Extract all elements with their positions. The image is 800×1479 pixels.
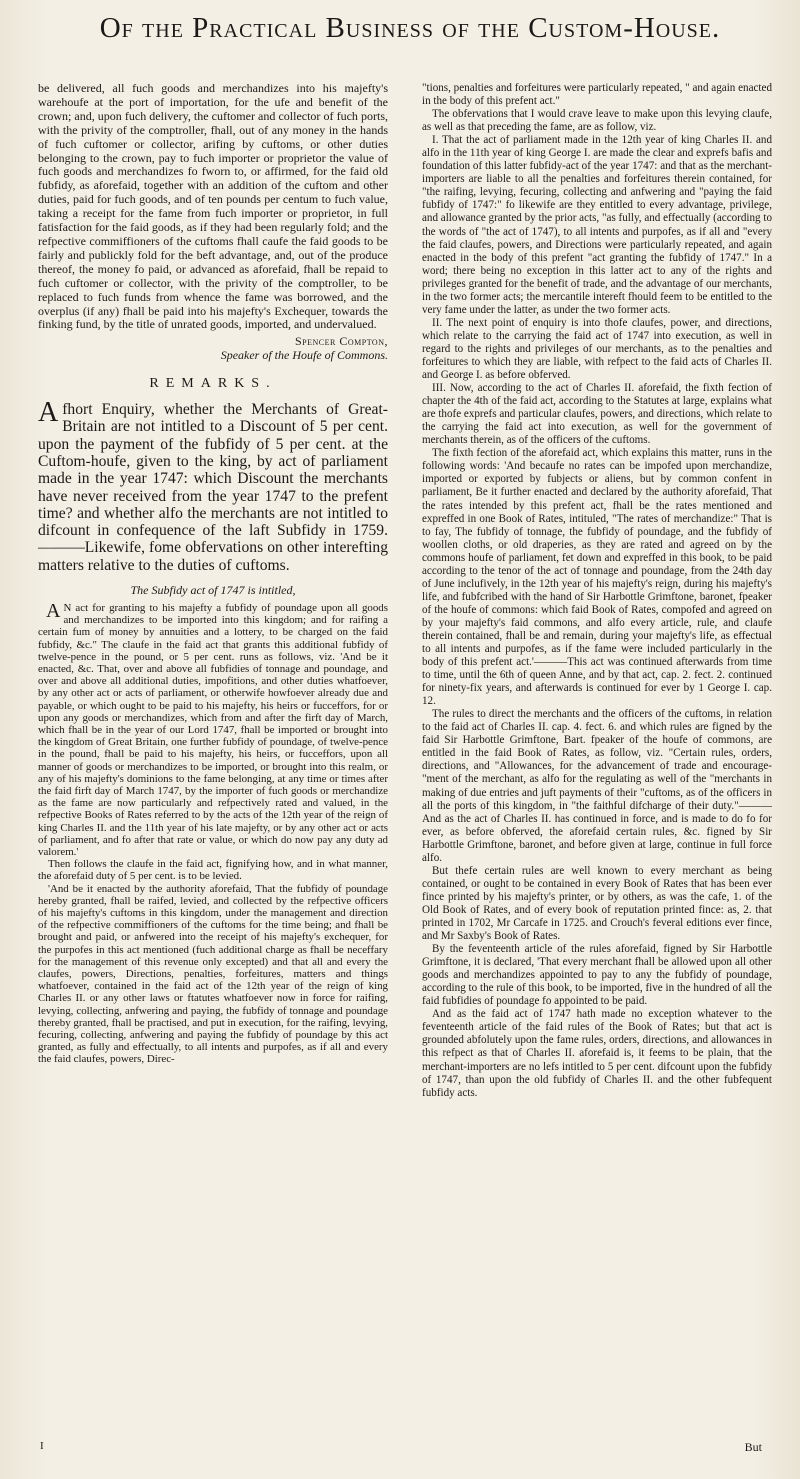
- lead-paragraph: [38, 397, 388, 574]
- quote-drop-cap: A: [46, 599, 61, 622]
- remarks-heading: REMARKS.: [149, 376, 277, 392]
- quote-text-3: 'And be it enacted by the authority aforefaid, That the fubfidy of poundage hereby granted, fhall be raifed, levied, and collected by the refpective officers of his majefty's cuftoms in this kingdom, under the management and direction of the refpective commiffioners of the cuftoms for the time being; and fhall be brought and paid, or anfwered into the receipt of his majefty's exchequer, for the purpofes in this act mentioned (fuch additional charge as fhall be neceffary for the management of this revenue only excepted) and that all and every the claufes, powers, Directions, penalties, forfeitures, matters and things whatfoever, contained in the faid act of the 12th year of the reign of king Charles II. or any other laws or ftatutes whatfoever now in force for raifing, levying, collecting, anfwering and paying, the fubfidy of tonnage and poundage thereby granted, fhall be practised, and put in execution, for the raifing, levying, fecuring, collecting, anfwering and paying the fubfidy of poundage by this act granted, as fully and effectually, to all intents and purpofes, as if all and every the faid claufes, powers, Direc-: [38, 882, 388, 1066]
- right-para-10: And as the faid act of 1747 hath made no exception whatever to the feventeenth article of the faid rules of the Book of Rates; but that act is grounded abfolutely upon the fame rules, orders, directions, and allowances in this refpect as that of Charles II. aforefaid is, it feems to be plain, that the merchant-importers are no lefs intitled to 5 per cent. difcount upon the fubfidy of 1747, than upon the old fubfidy of Charles II. and the other fubfequent fubfidy acts.: [422, 1008, 772, 1099]
- right-para-6: The fixth fection of the aforefaid act, which explains this matter, runs in the following words: 'And becaufe no rates can be impofed upon merchandize, imported or exported by fubjects or aliens, but by common confent in parliament, Be it further enacted and declared by the authority aforefaid, That the rates intended by this prefent act, fhall be the rates mentioned and expreffed in one Book of Rates, intituled, "The rates of merchandize:" That is to fay, The fubfidy of tonnage, the fubfidy of poundage, and the fubfidy of woollen cloths, or old draperies, as they are rated and agreed on by the commons houfe of parliament, fet down and expreffed in this book, to be paid according to the tenor of the act of tonnage and poundage, from the 24th day of June inclufively, in the 12th year of his majefty's reign, during his majefty's life, and fubfcribed with the hand of Sir Harbottle Grimftone, baronet, fpeaker of the houfe of commons: which faid Book of Rates, compofed and agreed on by your majefty's faid commons, and alfo every article, rule, and claufe therein contained, fhall be and remain, during your majefty's life, as effectual to all intents and purpofes, as if the fame were included particularly in the body of this prefent act.'———This act was continued afterwards from time to time, until the 6th of queen Anne, and by that act, cap. 2. fect. 2. continued for ninety-fix years, and afterwards is continued for ever by 1 George I. cap. 12.: [422, 447, 772, 708]
- quote-text-2: Then follows the claufe in the faid act, fignifying how, and in what manner, the aforefaid duty of 5 per cent. is to be levied.: [38, 858, 388, 883]
- signature: Spencer Compton,: [295, 334, 388, 349]
- drop-cap: A: [38, 397, 59, 429]
- running-head: Of the Practical Business of the Custom-House.: [99, 12, 721, 44]
- right-para-3: I. That the act of parliament made in the 12th year of king Charles II. and alfo in the 11th year of king George I. are made the clear and exprefs bafis and foundation of this latter fubfidy-act of the year 1747: and that as the merchant-importers are liable to all the penalties and forfeitures therein contained, for "the raifing, levying, fecuring, collecting and anfwering and "paying the faid fubfidy of 1747:" fo likewife are they entitled to every advantage, privilege, and allowance granted by the prior acts, "as fully, and effectually (according to the words of "the act of 1747), to all intents and purpofes, as if all and "every the faid claufes, powers, and Directions were particularly repeated, and again enacted in the body of this prefent "act granting the fubfidy of 1747." In a word; there being no exception in this latter act to any of the rights and privileges granted for the benefit of trade, and the advantage of our merchants, in the two former acts; the mercantile intereft fhould feem to be entitled to the very fame under the latter, as under the two former acts.: [422, 134, 772, 316]
- right-para-8: But thefe certain rules are well known to every merchant as being contained, or ought to be contained in every Book of Rates that has been ever fince printed by his majefty's printer, or by others, as was the cafe, 1. of the Old Book of Rates, and of every book of reputation printed fince: as, 2. that printed in 1702, Mr Carcafe in 1725. and Crouch's feveral editions ever fince, and Mr Saxby's Book of Rates.: [422, 864, 772, 943]
- right-para-2: The obfervations that I would crave leave to make upon this levying claufe, as well as that preceding the fame, are as follow, viz.: [422, 108, 772, 134]
- folio-mark: I: [40, 1440, 44, 1452]
- right-para-4: II. The next point of enquiry is into thofe claufes, power, and directions, which relate to the carrying the faid act of 1747 into execution, as well in regard to the rights and privileges of our merchants, as to the penalties and forfeitures to which they are liable, with refpect to the faid acts of Charles II. and George I. as before obferved.: [422, 316, 772, 382]
- act-quotation: [38, 599, 388, 1066]
- right-para-1: "tions, penalties and forfeitures were particularly repeated, " and again enacted in the body of this prefent act.": [422, 82, 772, 108]
- signature-role: Speaker of the Houfe of Commons.: [220, 348, 388, 363]
- lead-text: fhort Enquiry, whether the Merchants of Great-Britain are not intitled to a Discount of 5 per cent. upon the payment of the fubfidy of 5 per cent. at the Cuftom-houfe, given to the king, by act of parliament made in the year 1747: which Discount the merchants have never received from the year 1747 to the prefent time? and whether alfo the merchants are not intitled to difcount in confequence of the laft Subfidy in 1759.———Likewife, fome obfervations on other interefting matters relative to the duties of cuftoms.: [38, 401, 388, 574]
- act-subtitle: The Subfidy act of 1747 is intitled,: [130, 583, 296, 597]
- left-column: [38, 82, 388, 1066]
- opening-paragraph: be delivered, all fuch goods and merchandizes into his majefty's warehoufe at the port of importation, for the ufe and benefit of the crown; and, upon fuch delivery, the cuftomer and collector of fuch ports, with the privity of the comptroller, fhall, out of any money in the hands of fuch cuftomer or collector, arifing by cuftoms, or other duties belonging to the crown, pay to fuch importer or proprietor the value of fuch goods and merchandizes fo fworn to, or affirmed, for the faid old fubfidy, as aforefaid, together with an addition of the cuftom and other duties, paid for fuch goods, and of ten pounds per centum to fuch value, taking a receipt for the fame from fuch importer or proprietor, in full fatisfaction for the faid goods, as if they had been regularly fold; and the refpective commiffioners of the cuftoms fhall caufe the faid goods to be fairly and publickly fold for the beft advantage, and, out of the produce thereof, the money fo paid, or advanced as aforefaid, fhall be repaid to fuch cuftomer or collector, with the privity of the comptroller, to be replaced to fuch funds from whence the fame was borrowed, and the overplus (if any) fhall be paid into his majefty's Exchequer, towards the finking fund, by the title of unrated goods, imported, and undervalued.: [38, 81, 388, 332]
- right-para-5: III. Now, according to the act of Charles II. aforefaid, the fixth fection of chapter the 4th of the faid act, according to the Statutes at large, explains what are thofe exprefs and particular claufes, powers, and directions, which relate to the carrying the faid act into execution, as well for the government of merchants therein, as of the officers of the cuftoms.: [422, 382, 772, 447]
- right-para-7: The rules to direct the merchants and the officers of the cuftoms, in relation to the faid act of Charles II. cap. 4. fect. 6. and which rules are figned by the faid Sir Harbottle Grimftone, Bart. fpeaker of the houfe of commons, are entitled in the faid Book of Rates, as follow, viz. "Certain rules, orders, directions, and "Allowances, for the advancement of trade and encourage-"ment of the merchant, as alfo for the regulating as well of the "merchants in making of due entries and juft payments of their "cuftoms, as of the officers in all the ports of this kingdom, in "the faithful difcharge of their duty."———And as the act of Charles II. has continued in force, and is made to do fo for ever, as before obferved, the aforefaid certain rules, &c. figned by Sir Harbottle Grimftone, baronet, and before given at large, continue in full force alfo.: [422, 708, 772, 864]
- right-para-9: By the feventeenth article of the rules aforefaid, figned by Sir Harbottle Grimftone, it is declared, 'That every merchant fhall be allowed upon all other goods and merchandizes appointed to pay to any the fubfidy of poundage, according to the rule of this book, to be imported, five in the hundred of all the faid fubfidies of poundage fo appointed to be paid.: [422, 943, 772, 1008]
- catchword: But: [744, 1440, 762, 1454]
- quote-text-1: N act for granting to his majefty a fubfidy of poundage upon all goods and merchandizes to be imported into this kingdom; and for raifing a certain fum of money by annuities and a lottery, to be charged on the faid fubfidy, &c." The claufe in the faid act that grants this additional fubfidy of twelve-pence in the pound, or 5 per cent. runs as follows, viz. 'And be it enacted, &c. That, over and above all fubfidies of tonnage and poundage, and over and above all additional duties, impofitions, and other duties whatfoever, by any other act or acts of parliament, or otherwife howfoever already due and payable, or which ought to be paid to his majefty, his heirs or fucceffors, for or upon any goods or merchandizes, which from and after the firft day of March, which fhall be in the year of our Lord 1747, fhall be imported or brought into the kingdom of Great Britain, one further fubfidy of poundage, of twelve-pence in the pound, fhall be paid to his majefty, his heirs, or fucceffors, upon all manner of goods or merchandizes to be imported, or brought into this realm, or any of his majefty's dominions to the fame belonging, at any time or times after the faid firft day of March 1747, by the importer of fuch goods or merchandize as the fame are now particularly and refpectively rated and valued, in the refpective Books of Rates referred to by the acts of the 12th year of the reign of king Charles II. and the 11th year of his late majefty, or by any other act or acts of parliament, and fo after that rate or value, or which do now pay any duty ad valorem.': [38, 601, 388, 858]
- right-column: [422, 82, 772, 1100]
